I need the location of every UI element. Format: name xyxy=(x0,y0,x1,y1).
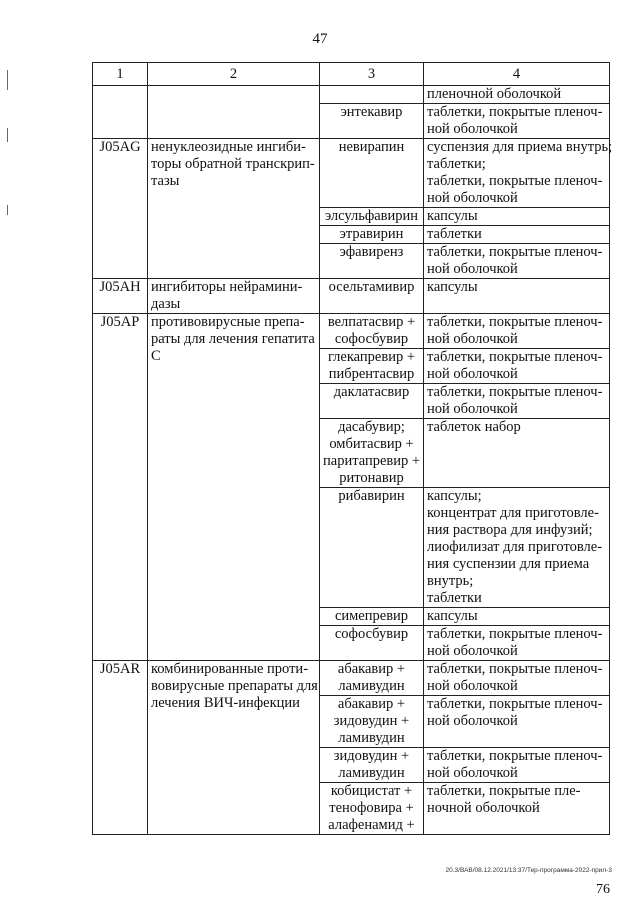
drug-name-line: осельтамивир xyxy=(328,279,415,295)
drug-name-line: абакавир + xyxy=(337,696,406,712)
column-header-1: 1 xyxy=(93,63,148,86)
drug-name-line: симепревир xyxy=(334,608,409,624)
drug-name-line: эфавиренз xyxy=(339,244,404,260)
dosage-form-line: таблетки, покрытые пленоч- xyxy=(427,104,603,120)
drug-name-line: абакавир + xyxy=(337,661,406,677)
atc-code: J05AP xyxy=(100,314,140,330)
dosage-form-line: таблетки, покрытые пленоч- xyxy=(427,696,603,712)
drug-name-cell xyxy=(320,783,424,835)
drug-group-line: ненуклеозидные ингиби- xyxy=(151,139,306,155)
drug-name-line: зидовудин + xyxy=(333,713,410,729)
dosage-form-line: таблетки, покрытые пле- xyxy=(427,783,581,799)
table-header-row xyxy=(93,63,610,86)
dosage-form-line: ния суспензии для приема xyxy=(427,556,590,572)
dosage-form-cell xyxy=(424,748,610,783)
dosage-form-line: ной оболочкой xyxy=(427,401,518,417)
dosage-form-line: ной оболочкой xyxy=(427,366,518,382)
dosage-form-line: капсулы xyxy=(427,608,478,624)
dosage-form-line: ной оболочкой xyxy=(427,121,518,137)
column-header-4: 4 xyxy=(424,63,610,86)
dosage-form-cell xyxy=(424,661,610,696)
dosage-form-line: лиофилизат для приготовле- xyxy=(427,539,603,555)
dosage-form-cell xyxy=(424,208,610,226)
atc-code: J05AG xyxy=(99,139,141,155)
dosage-form-line: ния раствора для инфузий; xyxy=(427,522,593,538)
drug-name-line: элсульфавирин xyxy=(324,208,419,224)
atc-code: J05AR xyxy=(99,661,141,677)
dosage-form-line: таблетки, покрытые пленоч- xyxy=(427,626,603,642)
drug-name-line: омбитасвир + xyxy=(329,436,414,452)
drug-name-cell xyxy=(320,314,424,349)
drug-name-line: глекапревир + xyxy=(327,349,416,365)
drug-name-cell xyxy=(320,86,424,104)
drug-name-line: пибрентасвир xyxy=(328,366,415,382)
drug-name-cell xyxy=(320,244,424,279)
dosage-form-line: таблетки, покрытые пленоч- xyxy=(427,384,603,400)
drug-group-line: торы обратной транскрип- xyxy=(151,156,315,172)
drug-group-line: противовирусные препа- xyxy=(151,314,305,330)
drug-name-line: ламивудин xyxy=(338,730,405,746)
dosage-form-line: таблетки, покрытые пленоч- xyxy=(427,173,603,189)
dosage-form-line: ночной оболочкой xyxy=(427,800,540,816)
drug-group-line: комбинированные проти- xyxy=(151,661,309,677)
drug-name-cell xyxy=(320,226,424,244)
drug-name-cell xyxy=(320,208,424,226)
margin-mark xyxy=(7,128,8,142)
dosage-form-cell xyxy=(424,783,610,835)
dosage-form-cell xyxy=(424,626,610,661)
table-row xyxy=(93,86,610,104)
dosage-form-line: капсулы xyxy=(427,208,478,224)
atc-code: J05AH xyxy=(99,279,141,295)
dosage-form-line: внутрь; xyxy=(427,573,474,589)
dosage-form-line: ной оболочкой xyxy=(427,261,518,277)
dosage-form-line: ной оболочкой xyxy=(427,331,518,347)
drug-name-line: этравирин xyxy=(339,226,404,242)
drug-group-cell xyxy=(148,139,320,279)
drug-name-line: ламивудин xyxy=(338,678,405,694)
drug-group-cell xyxy=(148,86,320,139)
drug-name-cell xyxy=(320,626,424,661)
drug-group-cell xyxy=(148,314,320,661)
atc-code-cell xyxy=(93,139,148,279)
dosage-form-line: таблетки xyxy=(427,226,482,242)
dosage-form-cell xyxy=(424,86,610,104)
dosage-form-line: ной оболочкой xyxy=(427,190,518,206)
dosage-form-cell xyxy=(424,104,610,139)
drug-group-line: дазы xyxy=(151,296,181,312)
drug-name-line: дасабувир; xyxy=(338,419,405,435)
column-header-3: 3 xyxy=(320,63,424,86)
dosage-form-cell xyxy=(424,139,613,208)
dosage-form-cell xyxy=(424,244,610,279)
dosage-form-cell xyxy=(424,419,610,488)
dosage-form-line: таблетки, покрытые пленоч- xyxy=(427,244,603,260)
drug-group-line: вовирусные препараты для xyxy=(151,678,318,694)
dosage-form-line: ной оболочкой xyxy=(427,678,518,694)
drug-group-line: раты для лечения гепатита xyxy=(151,331,315,347)
drug-name-line: софосбувир xyxy=(334,626,409,642)
drug-name-cell xyxy=(320,384,424,419)
drug-name-cell xyxy=(320,488,424,608)
dosage-form-line: таблетки, покрытые пленоч- xyxy=(427,748,603,764)
dosage-form-line: таблетки xyxy=(427,590,482,606)
drug-name-line: кобицистат + xyxy=(330,783,413,799)
drug-name-line: невирапин xyxy=(338,139,405,155)
dosage-form-line: таблеток набор xyxy=(427,419,521,435)
drug-name-cell xyxy=(320,104,424,139)
drug-name-line: тенофовира + xyxy=(329,800,414,816)
dosage-form-cell xyxy=(424,226,610,244)
drug-name-cell xyxy=(320,748,424,783)
drug-name-cell xyxy=(320,661,424,696)
dosage-form-line: пленочной оболочкой xyxy=(427,86,562,102)
dosage-form-line: концентрат для приготовле- xyxy=(427,505,599,521)
atc-code-cell xyxy=(93,314,148,661)
table-row xyxy=(93,139,610,208)
drug-group-line: ингибиторы нейрамини- xyxy=(151,279,303,295)
drug-name-line: паритапревир + xyxy=(323,453,421,469)
drug-name-line: ламивудин xyxy=(338,765,405,781)
drug-name-line: даклатасвир xyxy=(333,384,410,400)
drug-group-line: лечения ВИЧ-инфекции xyxy=(151,695,300,711)
dosage-form-cell xyxy=(424,488,610,608)
dosage-form-cell xyxy=(424,384,610,419)
drug-group-cell xyxy=(148,279,320,314)
dosage-form-line: ной оболочкой xyxy=(427,765,518,781)
atc-code-cell xyxy=(93,86,148,139)
dosage-form-line: таблетки; xyxy=(427,156,486,172)
dosage-form-cell xyxy=(424,314,610,349)
dosage-form-line: таблетки, покрытые пленоч- xyxy=(427,661,603,677)
drug-group-line: тазы xyxy=(151,173,180,189)
dosage-form-cell xyxy=(424,349,610,384)
margin-mark xyxy=(7,70,8,90)
drug-name-line: ритонавир xyxy=(339,470,404,486)
drug-name-cell xyxy=(320,696,424,748)
drug-name-line: энтекавир xyxy=(340,104,403,120)
drug-name-line: алафенамид + xyxy=(328,817,415,833)
drug-group-cell xyxy=(148,661,320,835)
drug-name-cell xyxy=(320,139,424,208)
drug-name-line: рибавирин xyxy=(338,488,405,504)
dosage-form-cell xyxy=(424,696,610,748)
drug-name-line: велпатасвир + xyxy=(327,314,416,330)
drug-name-cell xyxy=(320,279,424,314)
dosage-form-cell xyxy=(424,608,610,626)
dosage-form-line: ной оболочкой xyxy=(427,713,518,729)
drug-name-cell xyxy=(320,419,424,488)
column-header-2: 2 xyxy=(148,63,320,86)
drug-name-cell xyxy=(320,349,424,384)
drug-table xyxy=(92,62,613,835)
dosage-form-line: ной оболочкой xyxy=(427,643,518,659)
dosage-form-line: капсулы; xyxy=(427,488,482,504)
dosage-form-line: капсулы xyxy=(427,279,478,295)
drug-name-cell xyxy=(320,608,424,626)
atc-code-cell xyxy=(93,661,148,835)
dosage-form-line: таблетки, покрытые пленоч- xyxy=(427,349,603,365)
page-number: 47 xyxy=(312,31,328,47)
drug-group-line: С xyxy=(151,348,161,364)
table-row xyxy=(93,279,610,314)
dosage-form-line: таблетки, покрытые пленоч- xyxy=(427,314,603,330)
drug-name-line: софосбувир xyxy=(334,331,409,347)
dosage-form-line: суспензия для приема внутрь; xyxy=(427,139,613,155)
dosage-form-cell xyxy=(424,279,610,314)
atc-code-cell xyxy=(93,279,148,314)
footer-document-code: 20.3/ВАВ/08.12.2021/13:37/Тер-программа-2022-прил-3 xyxy=(445,867,612,874)
margin-mark xyxy=(7,205,8,215)
sheet-number: 76 xyxy=(596,882,610,897)
drug-name-line: зидовудин + xyxy=(333,748,410,764)
table-row xyxy=(93,661,610,696)
table-row xyxy=(93,314,610,349)
